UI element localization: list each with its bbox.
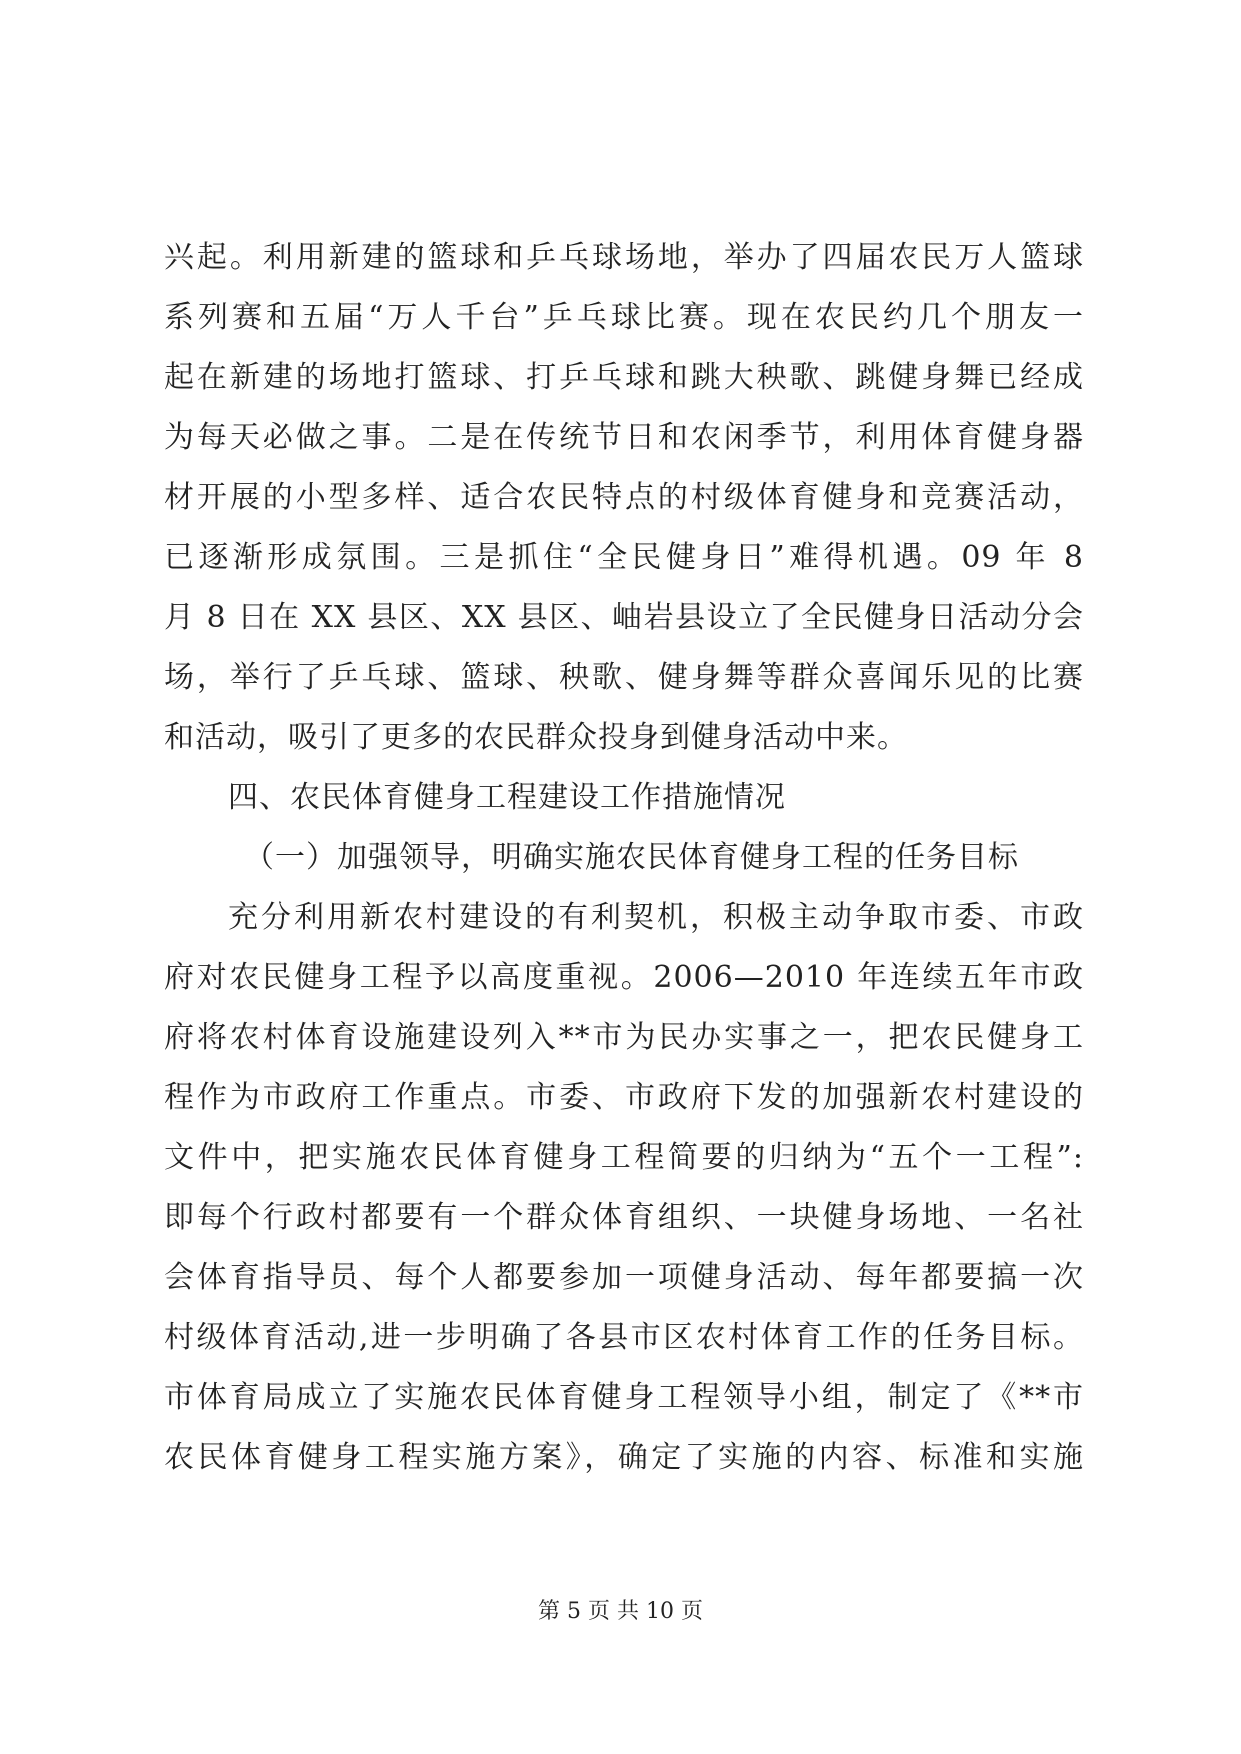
text-line: 府对农民健身工程予以高度重视。2006—2010 年连续五年市政 (164, 960, 1084, 995)
text-line: 月 8 日在 XX 县区、XX 县区、岫岩县设立了全民健身日活动分会 (164, 600, 1084, 635)
text-line: 市体育局成立了实施农民体育健身工程领导小组，制定了《**市 (164, 1380, 1084, 1415)
text-line: 程作为市政府工作重点。市委、市政府下发的加强新农村建设的 (164, 1080, 1084, 1115)
text-line: 为每天必做之事。二是在传统节日和农闲季节，利用体育健身器 (164, 420, 1084, 455)
text-line: 充分利用新农村建设的有利契机，积极主动争取市委、市政 (228, 900, 1084, 935)
text-line: 已逐渐形成氛围。三是抓住“全民健身日”难得机遇。09 年 8 (164, 540, 1084, 575)
text-line: 村级体育活动,进一步明确了各县市区农村体育工作的任务目标。 (164, 1320, 1084, 1355)
text-line: 材开展的小型多样、适合农民特点的村级体育健身和竞赛活动， (164, 480, 1084, 515)
text-line: 府将农村体育设施建设列入**市为民办实事之一，把农民健身工 (164, 1020, 1084, 1055)
text-line: 场，举行了乒乓球、篮球、秧歌、健身舞等群众喜闻乐见的比赛 (164, 660, 1084, 695)
text-line: 农民体育健身工程实施方案》，确定了实施的内容、标准和实施 (164, 1440, 1084, 1475)
text-line: 文件中，把实施农民体育健身工程简要的归纳为“五个一工程”: (164, 1140, 1084, 1175)
body-text (164, 228, 1084, 1488)
text-line: 兴起。利用新建的篮球和乒乓球场地，举办了四届农民万人篮球 (164, 240, 1084, 275)
subsection-heading: （一）加强领导，明确实施农民体育健身工程的任务目标 (244, 840, 1019, 875)
text-line: 起在新建的场地打篮球、打乒乓球和跳大秧歌、跳健身舞已经成 (164, 360, 1084, 395)
page-number: 第 5 页 共 10 页 (538, 1599, 703, 1624)
text-line: 会体育指导员、每个人都要参加一项健身活动、每年都要搞一次 (164, 1260, 1084, 1295)
text-line: 即每个行政村都要有一个群众体育组织、一块健身场地、一名社 (164, 1200, 1084, 1235)
text-line: 和活动，吸引了更多的农民群众投身到健身活动中来。 (164, 720, 908, 755)
section-heading: 四、农民体育健身工程建设工作措施情况 (228, 780, 786, 815)
text-line: 系列赛和五届“万人千台”乒乓球比赛。现在农民约几个朋友一 (164, 300, 1084, 335)
